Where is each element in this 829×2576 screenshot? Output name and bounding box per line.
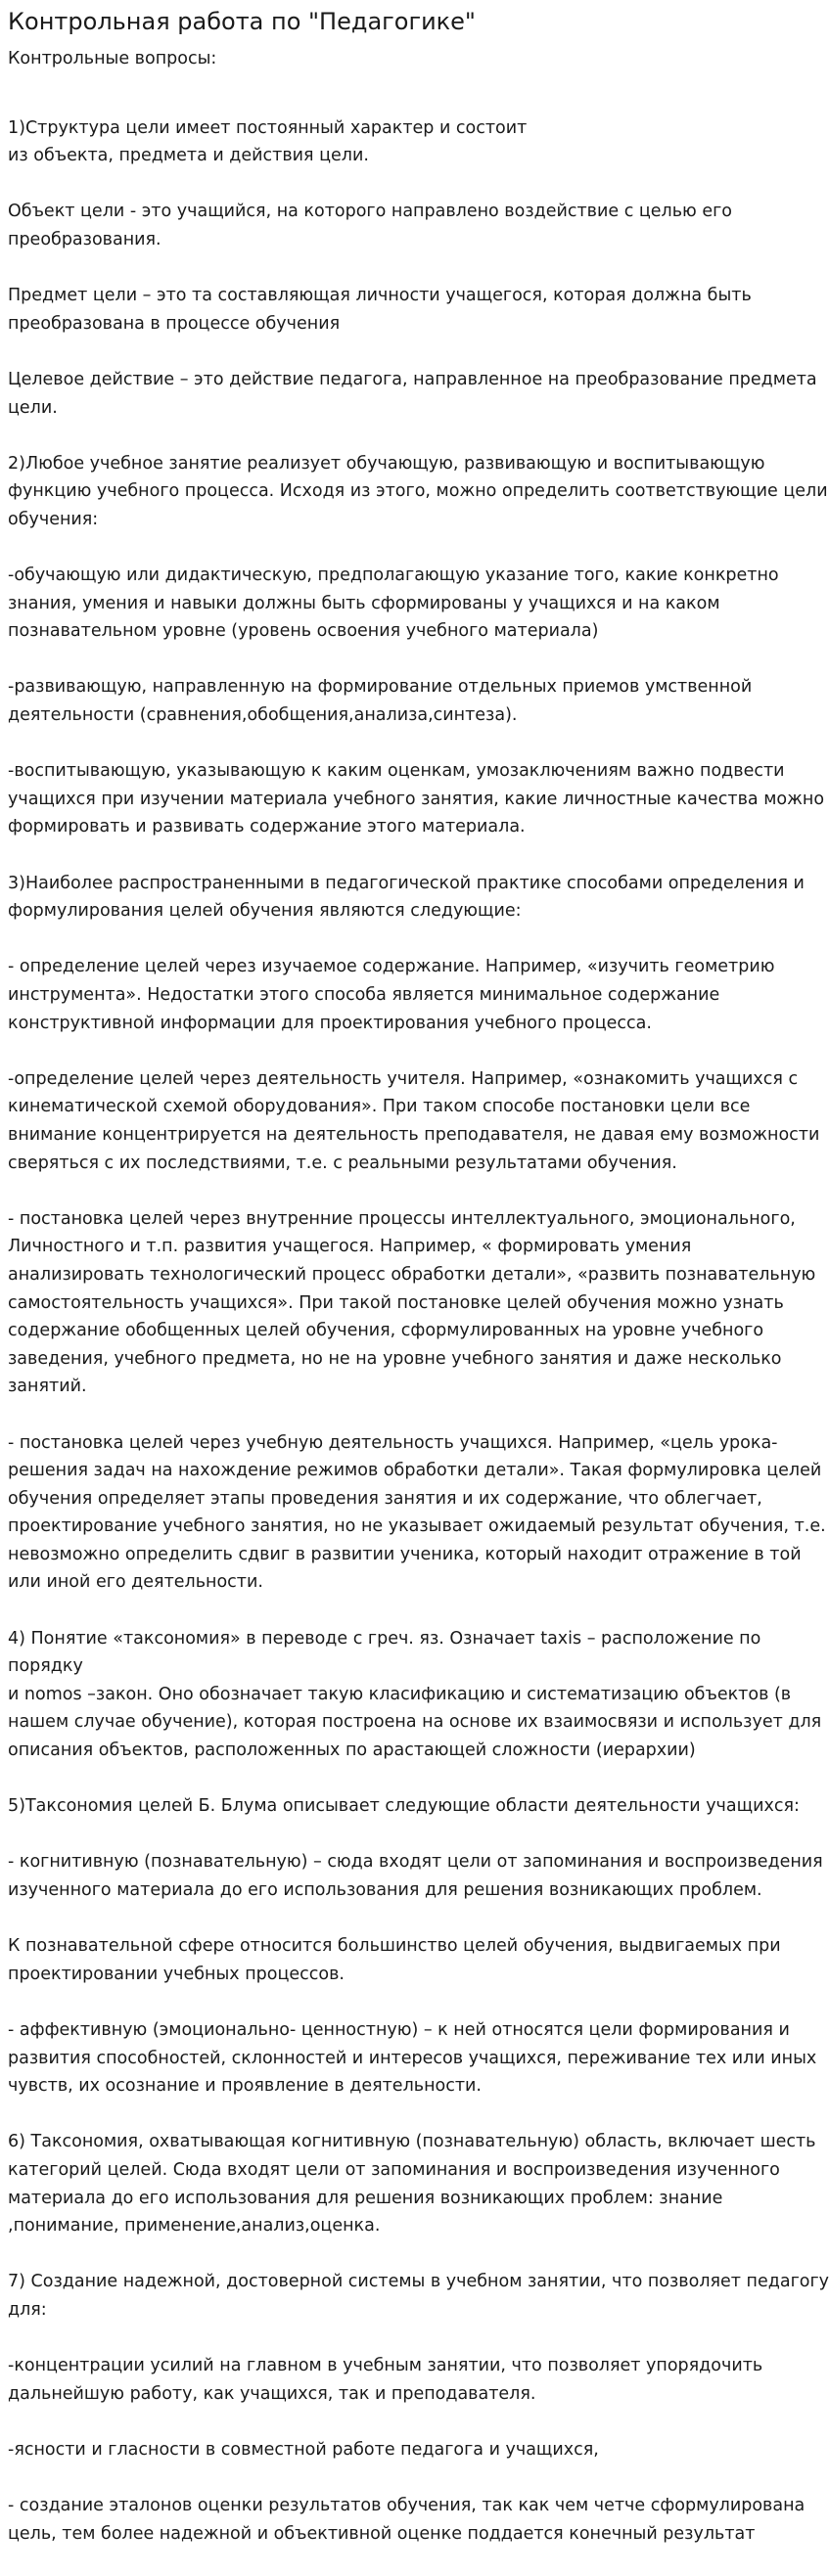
- document-body: [8, 86, 829, 2576]
- paragraph: 7) Создание надежной, достоверной системы в учебном занятии, что позволяет педагогу для:: [8, 2272, 829, 2320]
- paragraph: -концентрации усилий на главном в учебным занятии, что позволяет упорядочить дальнейшую работу, как учащихся, так и преподавателя.: [8, 2356, 763, 2404]
- paragraph: 5)Таксономия целей Б. Блума описывает следующие области деятельности учащихся:: [8, 1796, 800, 1817]
- paragraph: 2)Любое учебное занятие реализует обучающую, развивающую и воспитывающую функцию учебного процесса. Исходя из этого, можно определить соответствующие цели обучения:: [8, 453, 828, 529]
- paragraph: -воспитывающую, указывающую к каким оценкам, умозаключениям важно подвести учащихся при изучении материала учебного занятия, какие личностные качества можно формировать и развивать содержание этого материала.: [8, 761, 825, 837]
- paragraph: - постановка целей через учебную деятельность учащихся. Например, «цель урока-решения задач на нахождение режимов обработки детали». Такая формулировка целей обучения определяет этапы проведения занятия и их содержание, что облегчает, проектирование учебного занятия, но не указывает ожидаемый результат обучения, т.е. невозможно определить сдвиг в развитии ученика, который находит отражение в той или иной его деятельности.: [8, 1432, 826, 1593]
- paragraph: - постановка целей через внутренние процессы интеллектуального, эмоционального, Личностного и т.п. развития учащегося. Например, « формировать умения анализировать технологический процесс обработки детали», «развить познавательную самостоятельность учащихся». При такой постановке целей обучения можно узнать содержание обобщенных целей обучения, сформулированных на уровне учебного заведения, учебного предмета, но не на уровне учебного занятия и даже несколько занятий.: [8, 1208, 816, 1397]
- paragraph: 4) Понятие «таксономия» в переводе с греч. яз. Означает taxis – расположение по порядку и nomos –закон. Оно обозначает такую класификацию и систематизацию объектов (в нашем случае обучение), которая построена на основе их взаимосвязи и использует для описания объектов, расположенных по арастающей сложности (иерархии): [8, 1628, 822, 1761]
- paragraph: Предмет цели – это та составляющая личности учащегося, которая должна быть преобразована в процессе обучения: [8, 286, 752, 334]
- document-title: Контрольная работа по "Педагогике": [8, 8, 476, 35]
- paragraph: 6) Таксономия, охватывающая когнитивную (познавательную) область, включает шесть категорий целей. Сюда входят цели от запоминания и воспроизведения изученного материала до его использования для решения возникающих проблем: знание ,понимание, применение,анализ,оценка.: [8, 2132, 816, 2237]
- paragraph: -ясности и гласности в совместной работе педагога и учащихся,: [8, 2439, 599, 2460]
- paragraph: К познавательной сфере относится большинство целей обучения, выдвигаемых при проектировании учебных процессов.: [8, 1936, 781, 1984]
- paragraph: -обучающую или дидактическую, предполагающую указание того, какие конкретно знания, умения и навыки должны быть сформированы у учащихся и на каком познавательном уровне (уровень освоения учебного материала): [8, 565, 779, 642]
- paragraph: -определение целей через деятельность учителя. Например, «ознакомить учащихся с кинематической схемой оборудования». При таком способе постановки цели все внимание концентрируется на деятельность преподавателя, не давая ему возможности сверяться с их последствиями, т.е. с реальными результатами обучения.: [8, 1068, 820, 1173]
- paragraph: 3)Наиболее распространенными в педагогической практике способами определения и формулирования целей обучения являются следующие:: [8, 873, 805, 922]
- paragraph: - когнитивную (познавательную) – сюда входят цели от запоминания и воспроизведения изученного материала до его использования для решения возникающих проблем.: [8, 1852, 823, 1900]
- paragraph: Объект цели - это учащийся, на которого направлено воздействие с целью его преобразования.: [8, 202, 733, 249]
- questions-heading: Контрольные вопросы:: [8, 49, 217, 68]
- paragraph: -развивающую, направленную на формирование отдельных приемов умственной деятельности (сравнения,обобщения,анализа,синтеза).: [8, 677, 753, 726]
- paragraph: - создание эталонов оценки результатов обучения, так как чем четче сформулирована цель, тем более надежной и объективной оценке поддается конечный результат: [8, 2496, 806, 2544]
- paragraph: - определение целей через изучаемое содержание. Например, «изучить геометрию инструмента». Недостатки этого способа является минимальное содержание конструктивной информации для проектирования учебного процесса.: [8, 957, 775, 1033]
- paragraph: - аффективную (эмоционально- ценностную) – к ней относятся цели формирования и развития способностей, склонностей и интересов учащихся, переживание тех или иных чувств, их осознание и проявление в деятельности.: [8, 2019, 817, 2097]
- paragraph: Целевое действие – это действие педагога, направленное на преобразование предмета цели.: [8, 369, 817, 418]
- paragraph: 1)Структура цели имеет постоянный характер и состоит из объекта, предмета и действия цели.: [8, 117, 528, 166]
